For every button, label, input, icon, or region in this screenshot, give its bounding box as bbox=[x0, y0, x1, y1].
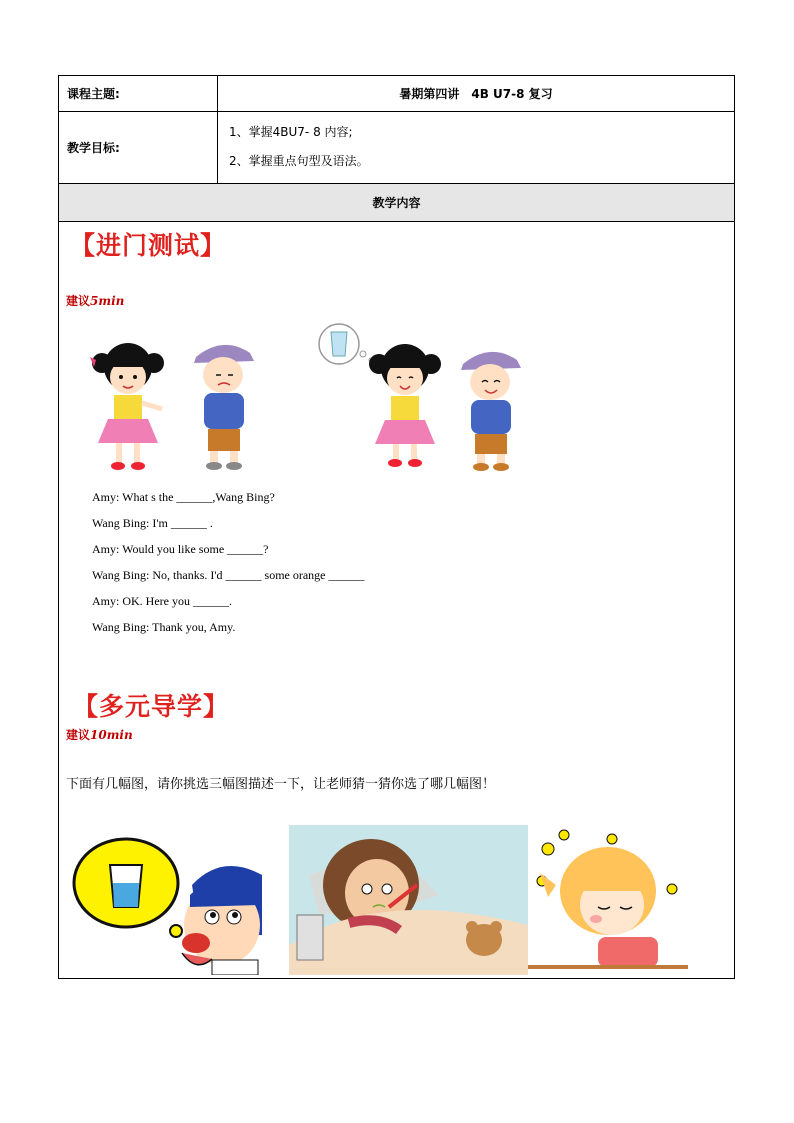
section-title-entry-test: 【进门测试】 bbox=[70, 231, 227, 260]
girl-figure bbox=[369, 344, 441, 467]
topic-label: 课程主题: bbox=[59, 76, 218, 111]
girl-figure bbox=[90, 343, 164, 470]
tired-girl-picture bbox=[528, 825, 688, 975]
dialogue-line: Wang Bing: No, thanks. I'd ______ some orange ______ bbox=[92, 568, 365, 582]
sick-girl-picture bbox=[289, 815, 528, 975]
boy-figure bbox=[461, 352, 521, 471]
dialogue-line: Amy: Would you like some ______? bbox=[92, 542, 269, 556]
section-title-guided-study: 【多元导学】 bbox=[73, 692, 230, 721]
suggest-time: 建议5min bbox=[66, 294, 125, 308]
topic-row bbox=[59, 76, 734, 112]
topic-value: 暑期第四讲 4B U7-8 复习 bbox=[399, 87, 553, 101]
tired-girl bbox=[528, 830, 688, 969]
goal-item: 2、掌握重点句型及语法。 bbox=[229, 154, 369, 168]
dialogue-line: Amy: OK. Here you ______. bbox=[92, 594, 232, 608]
thirsty-boy bbox=[182, 866, 262, 975]
dialogue-line: Wang Bing: I'm ______ . bbox=[92, 516, 213, 530]
dialogue-line: Wang Bing: Thank you, Amy. bbox=[92, 620, 236, 634]
goal-label: 教学目标: bbox=[59, 112, 218, 183]
goal-row bbox=[59, 112, 734, 184]
suggest-time: 建议10min bbox=[66, 728, 133, 742]
boy-figure bbox=[194, 345, 254, 470]
dialogue-line: Amy: What s the ______,Wang Bing? bbox=[92, 490, 275, 504]
goal-item: 1、掌握4BU7- 8 内容; bbox=[229, 125, 353, 139]
water-glass-thought bbox=[319, 324, 373, 364]
girl-boy-illustration bbox=[88, 335, 263, 475]
content-header: 教学内容 bbox=[59, 184, 734, 222]
thirsty-scene-illustration bbox=[315, 322, 530, 475]
goal-values bbox=[218, 112, 734, 183]
thirsty-boy-picture bbox=[72, 835, 262, 975]
instruction-text: 下面有几幅图，请你挑选三幅图描述一下，让老师猜一猜你选了哪几幅图！ bbox=[66, 777, 496, 792]
